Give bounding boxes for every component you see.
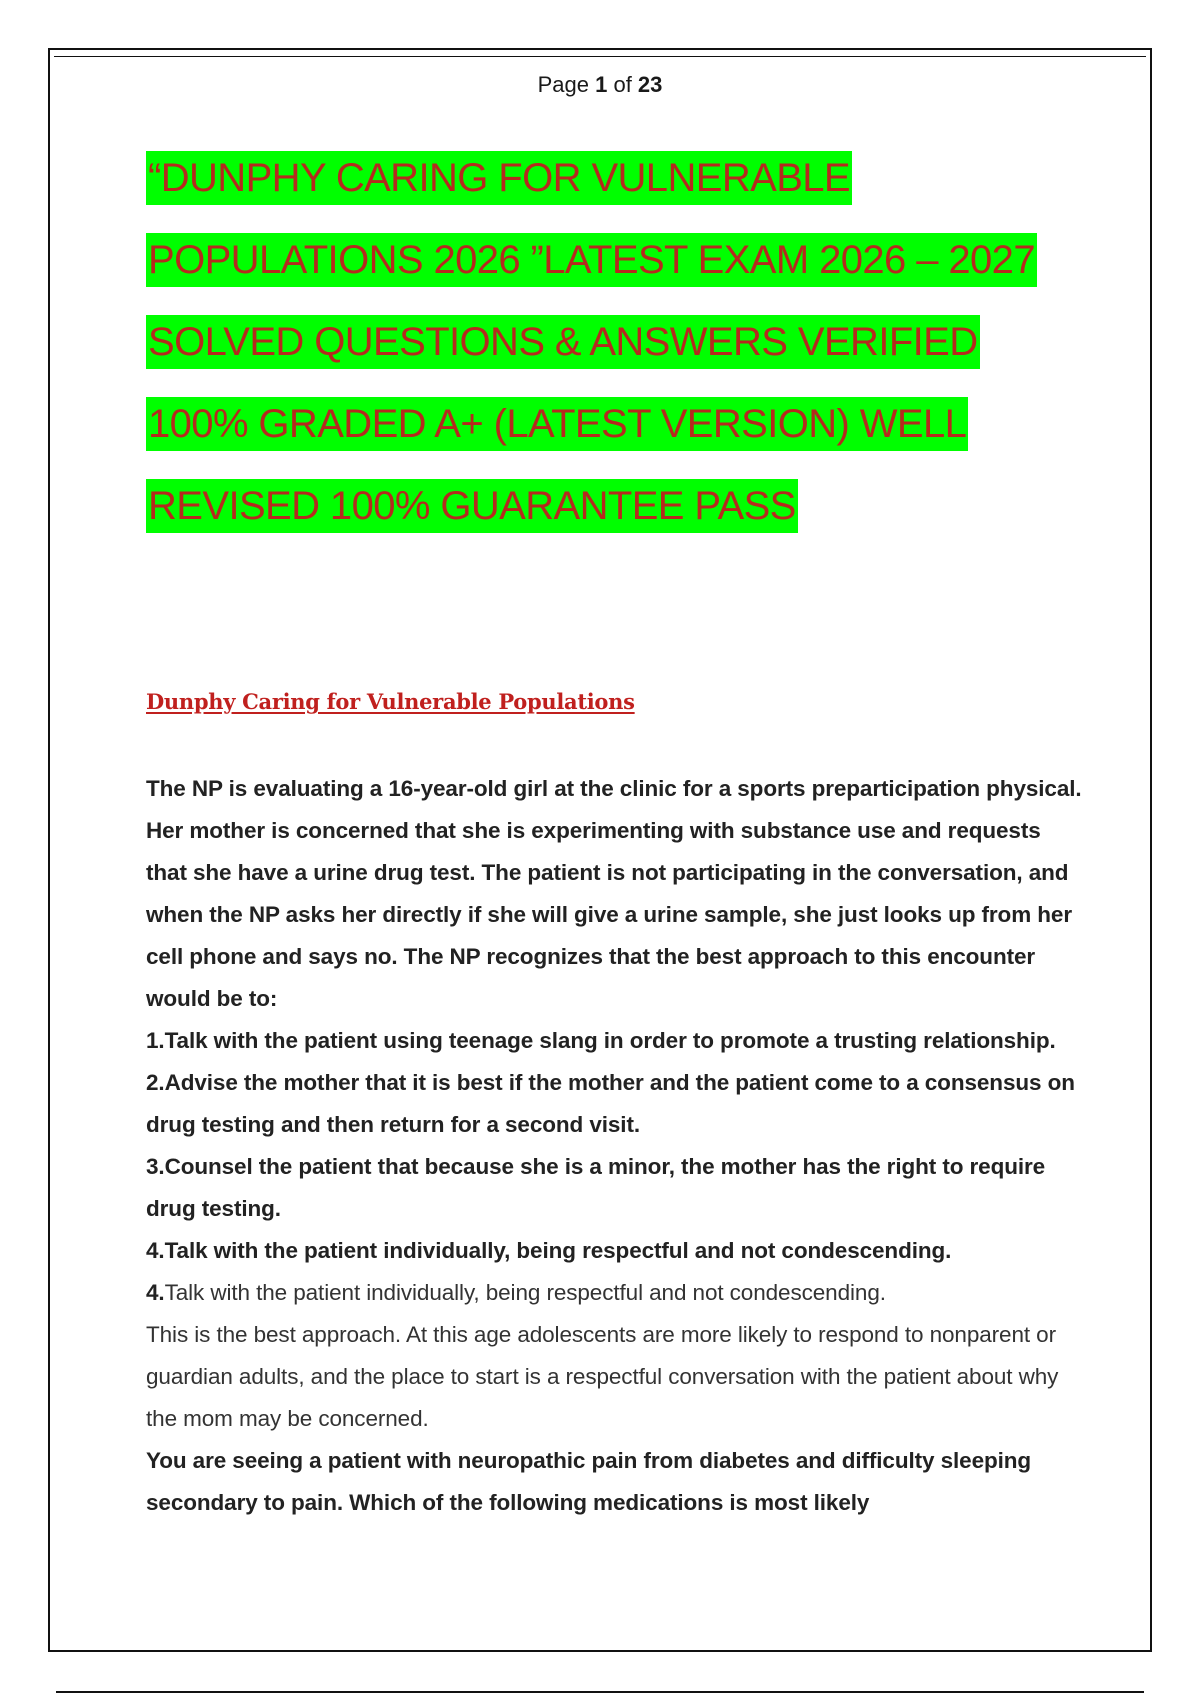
page-number-of: of	[607, 72, 638, 97]
title-line-text: POPULATIONS 2026 ”LATEST EXAM 2026 – 2027	[146, 233, 1037, 287]
title-line-text: REVISED 100% GUARANTEE PASS	[146, 479, 798, 533]
question-content	[146, 768, 1086, 1524]
page-number-prefix: Page	[537, 72, 596, 97]
page-number	[0, 72, 1200, 98]
title-line	[146, 310, 1086, 392]
question-2-stem: You are seeing a patient with neuropathic pain from diabetes and difficulty sleeping secondary to pain. Which of the following medications is most likely	[146, 1448, 1032, 1515]
question-1-option-2: 2.Advise the mother that it is best if the mother and the patient come to a consensus on drug testing and then return for a second visit.	[146, 1070, 1075, 1137]
title-line-text: SOLVED QUESTIONS & ANSWERS VERIFIED	[146, 315, 980, 369]
title-line-text: “DUNPHY CARING FOR VULNERABLE	[146, 151, 852, 205]
title-line	[146, 392, 1086, 474]
page-border-top-rule	[54, 56, 1146, 57]
question-1-option-1: 1.Talk with the patient using teenage slang in order to promote a trusting relationship.	[146, 1028, 1056, 1053]
question-1-option-3: 3.Counsel the patient that because she is a minor, the mother has the right to require drug testing.	[146, 1154, 1046, 1221]
page-number-total: 23	[637, 72, 663, 97]
document-title	[146, 146, 1086, 556]
page-number-current: 1	[595, 72, 608, 97]
question-1-answer	[146, 1272, 1086, 1314]
title-line	[146, 474, 1086, 556]
answer-number: 4.	[146, 1280, 165, 1305]
title-line	[146, 228, 1086, 310]
footer-rule	[56, 1691, 1144, 1693]
question-1-option-4: 4.Talk with the patient individually, being respectful and not condescending.	[146, 1238, 952, 1263]
title-line	[146, 146, 1086, 228]
title-line-text: 100% GRADED A+ (LATEST VERSION) WELL	[146, 397, 968, 451]
section-heading: Dunphy Caring for Vulnerable Populations	[146, 689, 635, 714]
question-1-stem: The NP is evaluating a 16-year-old girl at the clinic for a sports preparticipation physical. Her mother is concerned that she is experimenting with substance use and requests that she have a urine drug test. The patient is not participating in the conversation, and when the NP asks her directly if she will give a urine sample, she just looks up from her cell phone and says no. The NP recognizes that the best approach to this encounter would be to:	[146, 776, 1082, 1011]
answer-text: Talk with the patient individually, being respectful and not condescending.	[164, 1280, 886, 1305]
question-1-rationale: This is the best approach. At this age adolescents are more likely to respond to nonparent or guardian adults, and the place to start is a respectful conversation with the patient about why the mom may be concerned.	[146, 1322, 1059, 1431]
